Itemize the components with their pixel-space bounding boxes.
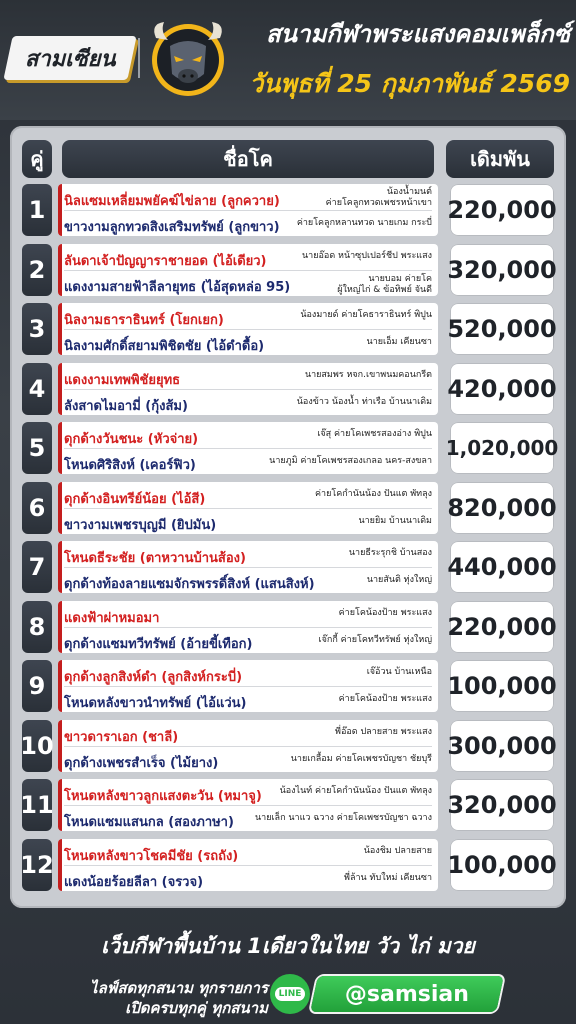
fight-names [58, 363, 438, 415]
blue-corner-owner: นายเกลื้อม ค่ายโคเพชรบัญชา ชัยบุรี [290, 754, 432, 764]
blue-corner-fighter: ดุกด้างท้องลายแซมจักรพรรดิ์สิงห์ (แสนสิงห์) [64, 577, 315, 592]
blue-corner-fighter: ดุกด้างแซมทวีทรัพย์ (อ้ายขี้เทือก) [64, 637, 253, 652]
fight-names [58, 601, 438, 653]
red-corner-owner: ค่ายโคน้องป้าย พระแสง [338, 608, 432, 618]
red-corner-owner: น้องมายด์ ค่ายโคธาราธินทร์ พิปูน [300, 310, 432, 320]
blue-corner-fighter: นิลงามศักดิ์สยามพิชิตชัย (ไอ้ดำดื้อ) [64, 339, 265, 354]
fight-number: 9 [22, 660, 52, 712]
bet-amount: 220,000 [450, 601, 554, 653]
fight-names [58, 422, 438, 474]
fight-number: 5 [22, 422, 52, 474]
red-corner-fighter: ดุกด้างลูกสิงห์ดำ (ลูกสิงห์กระบี่) [64, 670, 243, 685]
red-corner-fighter: แดงฟ้าผ่าหมอมา [64, 611, 160, 626]
fight-names [58, 303, 438, 355]
header [0, 0, 576, 120]
bet-amount: 320,000 [450, 244, 554, 296]
fight-names [58, 541, 438, 593]
fight-names [58, 482, 438, 534]
column-header-names: ชื่อโค [62, 140, 434, 178]
red-corner-fighter: โหนดหลังขาวโชคมีชัย (รถถัง) [64, 849, 239, 864]
red-corner-fighter: โหนดธีระชัย (ตาหวานบ้านส้อง) [64, 551, 246, 566]
red-corner-fighter: แดงงามเทพพิชัยยุทธ [64, 373, 181, 388]
red-corner-owner: ค่ายโคกำนันน้อง ปันแต พัทลุง [315, 489, 432, 499]
bet-amount: 520,000 [450, 303, 554, 355]
fight-number: 2 [22, 244, 52, 296]
blue-corner-owner: นายสันติ ทุ่งใหญ่ [366, 575, 432, 585]
blue-corner-owner: น้องข้าว น้องน้ำ ท่าเรือ บ้านนาเดิม [296, 397, 432, 407]
fight-number: 10 [22, 720, 52, 772]
logo-text: สามเซียน [24, 46, 116, 72]
red-corner-owner: เจ๊สุ ค่ายโคเพชรสองอ่าง พิปูน [317, 429, 432, 439]
red-corner-owner: น้องชิม ปลายสาย [363, 846, 432, 856]
red-corner-owner: นายธีระรุกชิ บ้านสอง [348, 548, 432, 558]
red-corner-fighter: ดุกด้างวันชนะ (หัวจ่าย) [64, 432, 199, 447]
blue-corner-owner: นายเอ็ม เคียนซา [366, 337, 432, 347]
blue-corner-owner: นายเล็ก นาแว ฉวาง ค่ายโคเพชรบัญชา ฉวาง [255, 813, 432, 823]
fight-number: 7 [22, 541, 52, 593]
fight-number: 1 [22, 184, 52, 236]
blue-corner-fighter: โหนดศิริสิงห์ (เคอร์ฟิว) [64, 458, 196, 473]
bet-amount: 220,000 [450, 184, 554, 236]
line-app-icon[interactable] [270, 974, 310, 1014]
fight-number: 12 [22, 839, 52, 891]
line-handle-button[interactable] [310, 976, 504, 1012]
event-date: วันพุธที่ 25 กุมภาพันธ์ 2569 [249, 69, 570, 98]
blue-corner-fighter: ดุกด้างเพชรสำเร็จ (ไม้ยาง) [64, 756, 219, 771]
blue-corner-fighter: ขาวงามลูกทวดสิงเสริมทรัพย์ (ลูกขาว) [64, 220, 280, 235]
blue-corner-owner: ค่ายโคน้องป้าย พระแสง [338, 694, 432, 704]
blue-corner-fighter: ขาวงามเพชรบุญมี (ยิปมัน) [64, 518, 217, 533]
blue-corner-fighter: โหนดหลังขาวนำทรัพย์ (ไอ้แว่น) [64, 696, 247, 711]
fight-names [58, 184, 438, 236]
fight-number: 4 [22, 363, 52, 415]
line-handle: @samsian [344, 981, 469, 1007]
fight-number: 8 [22, 601, 52, 653]
fight-number: 11 [22, 779, 52, 831]
logo-divider [138, 38, 140, 78]
red-corner-owner: น้องน้ำมนต์ ค่ายโคลูกทวดเพชรหน้าเขา [325, 187, 432, 208]
blue-corner-owner: นายบอม ค่ายโค ผู้ใหญ่ไก่ & ข้อทิพย์ จันดี [337, 274, 432, 295]
fight-number: 6 [22, 482, 52, 534]
red-corner-fighter: ลันดาเจ้าปัญญาราชายอด (ไอ้เดียว) [64, 254, 267, 269]
red-corner-owner: พี่อ๊อด ปลายสาย พระแสง [335, 727, 432, 737]
blue-corner-fighter: แดงงามสายฟ้าลีลายุทธ (ไอ้สุดหล่อ 95) [64, 280, 291, 295]
footer-sub-line-1: ไลฟ์สดทุกสนาม ทุกรายการ [90, 979, 268, 997]
fight-names [58, 660, 438, 712]
blue-corner-owner: ค่ายโคลูกหลานทวด นายเกม กระบี่ [296, 218, 432, 228]
red-corner-fighter: ดุกด้างอินทรีย์น้อย (ไอ้สี) [64, 492, 206, 507]
blue-corner-owner: เจ๊กกี้ ค่ายโคทวีทรัพย์ ทุ่งใหญ่ [318, 635, 432, 645]
bet-amount: 300,000 [450, 720, 554, 772]
column-header-bet: เดิมพัน [446, 140, 554, 178]
bet-amount: 100,000 [450, 660, 554, 712]
red-corner-fighter: นิลงามธาราธินทร์ (โยกเยก) [64, 313, 224, 328]
footer-tagline: เว็บกีฬาพื้นบ้าน 1เดียวในไทย วัว ไก่ มวย [101, 934, 475, 958]
fight-names [58, 779, 438, 831]
fight-names [58, 720, 438, 772]
red-corner-owner: น้องไนท์ ค่ายโคกำนันน้อง ปันแต พัทลุง [279, 786, 432, 796]
footer-sub-line-2: เปิดครบทุกคู่ ทุกสนาม [125, 999, 268, 1017]
red-corner-owner: นายสมพร หจก.เขาพนมคอนกรีต [304, 370, 432, 380]
blue-corner-fighter: ลังสาดไมอามี่ (กุ้งส้ม) [64, 399, 188, 414]
stadium-title: สนามกีฬาพระแสงคอมเพล็กซ์ [265, 20, 570, 48]
red-corner-fighter: โหนดหลังขาวลูกแสงตะวัน (หมาจู) [64, 789, 262, 804]
red-corner-owner: นายอ๊อด หน้าซุปเปอร์ชีป พระแสง [302, 251, 432, 261]
column-header-pair: คู่ [22, 140, 52, 178]
bull-logo-icon [146, 16, 230, 100]
blue-corner-fighter: โหนดแซมแสนกล (สองภาษา) [64, 815, 234, 830]
logo [3, 36, 136, 80]
blue-corner-owner: พี่ล้าน ทับใหม่ เคียนซา [344, 873, 432, 883]
red-corner-owner: เจ๊อ้วน บ้านเหนือ [366, 667, 432, 677]
line-label: LINE [275, 987, 306, 1001]
bet-amount: 100,000 [450, 839, 554, 891]
bet-amount: 320,000 [450, 779, 554, 831]
blue-corner-owner: นายยิม บ้านนาเดิม [358, 516, 432, 526]
red-corner-fighter: นิลแซมเหลี่ยมพยัคฆ์ไข่ลาย (ลูกควาย) [64, 194, 280, 209]
bet-amount: 820,000 [450, 482, 554, 534]
bet-amount: 1,020,000 [450, 422, 554, 474]
red-corner-fighter: ขาวดาราเอก (ชาลี) [64, 730, 179, 745]
fight-number: 3 [22, 303, 52, 355]
blue-corner-fighter: แดงน้อยร้อยลีลา (จรวจ) [64, 875, 204, 890]
bet-amount: 440,000 [450, 541, 554, 593]
bet-amount: 420,000 [450, 363, 554, 415]
blue-corner-owner: นายภูมิ ค่ายโคเพชรสองเกลอ นคร-สงขลา [269, 456, 432, 466]
fight-names [58, 839, 438, 891]
fight-names [58, 244, 438, 296]
